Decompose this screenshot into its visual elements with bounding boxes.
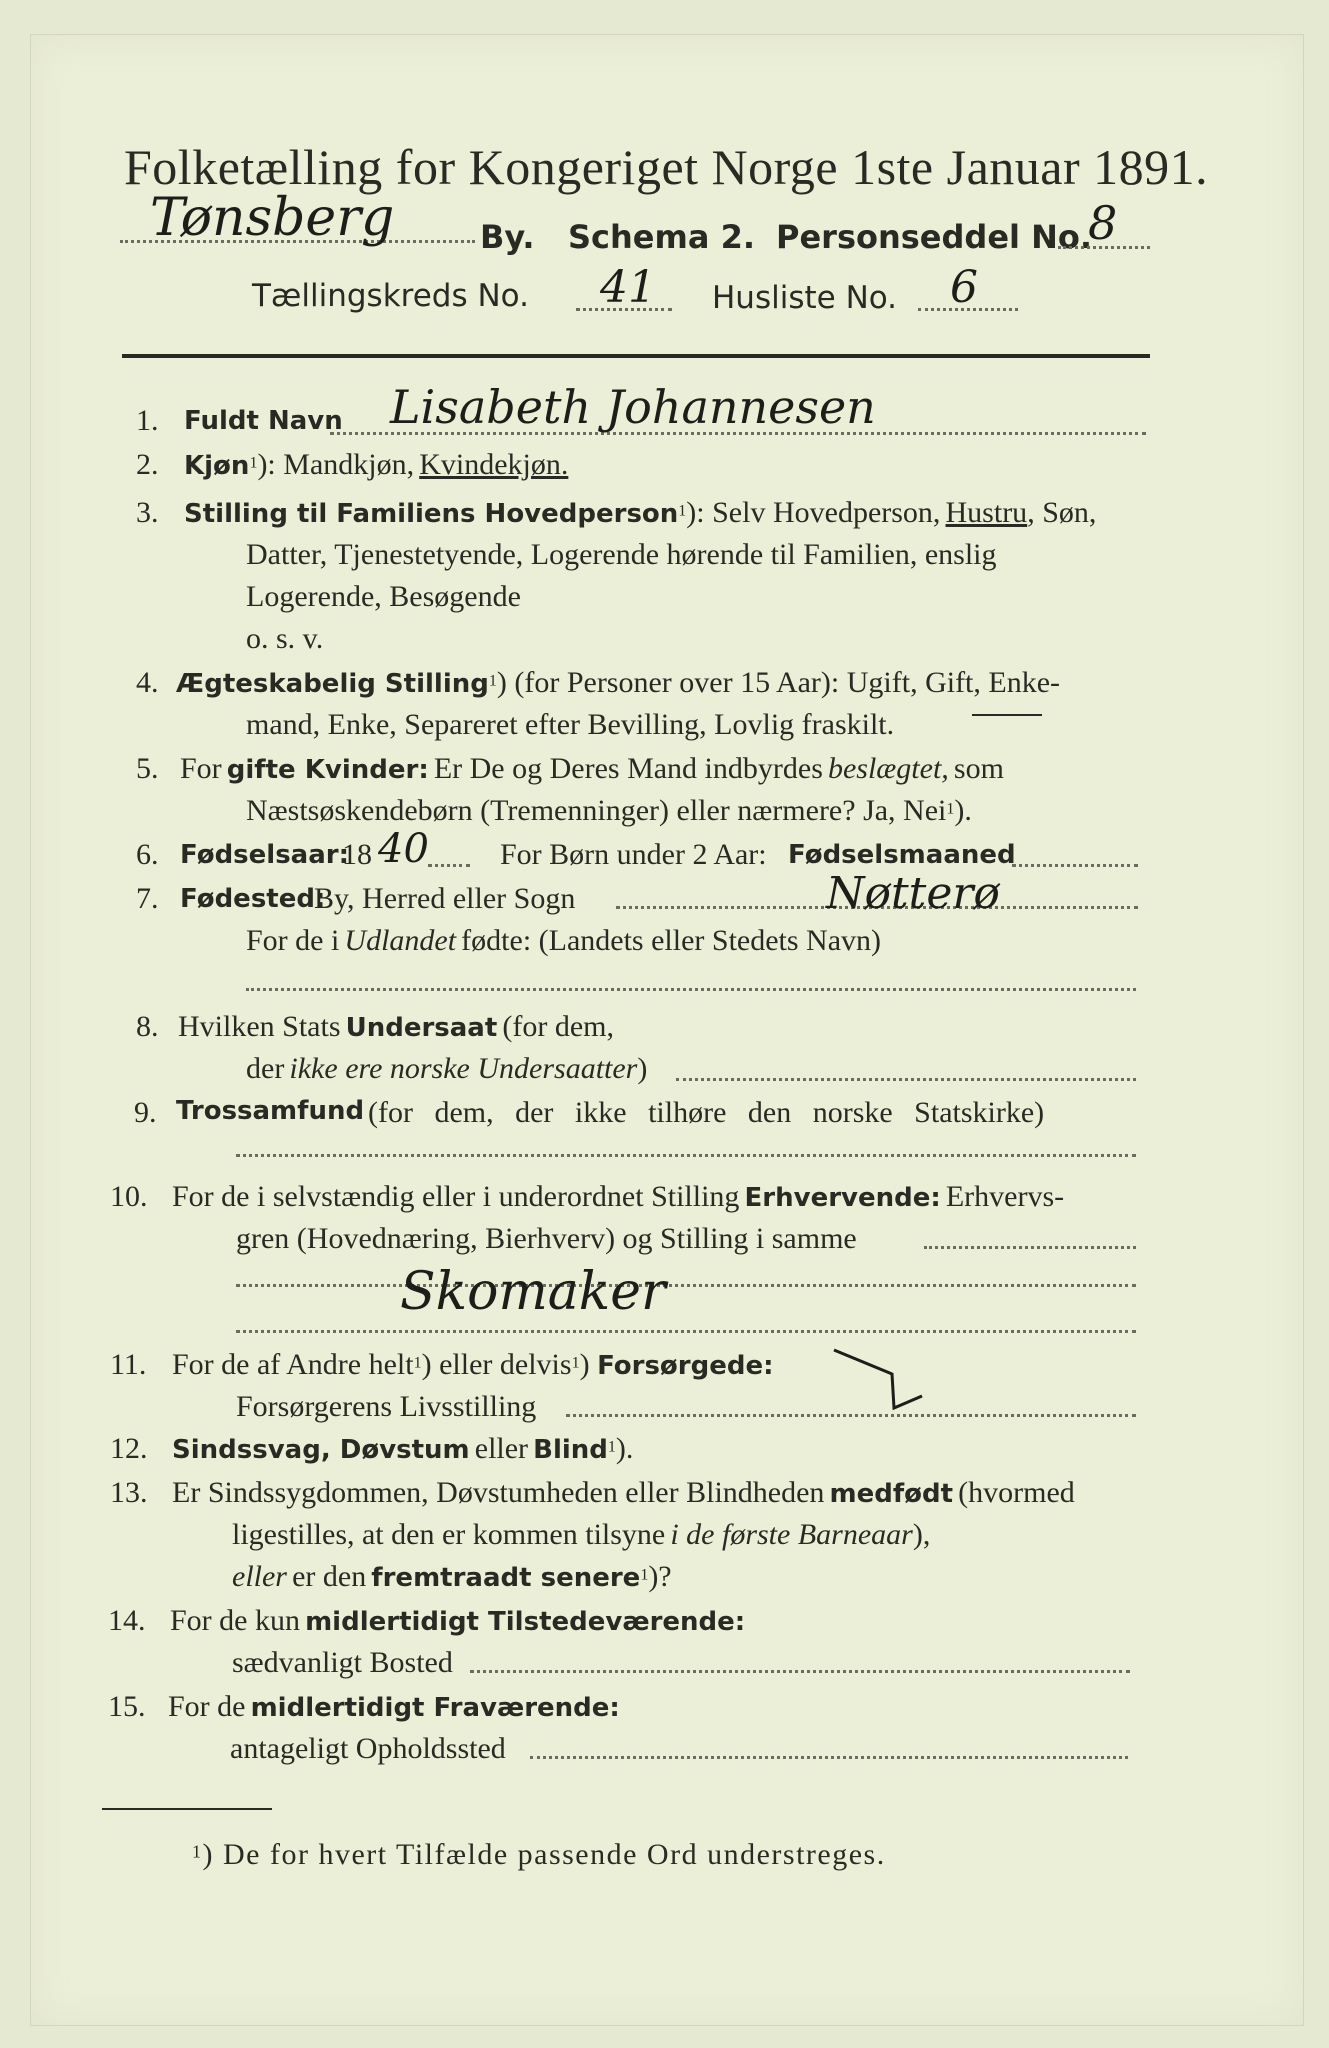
temp-present-pre: For de kun [170,1604,300,1637]
later-italic: eller [232,1560,287,1593]
family-position-text-end: , Søn, [1027,496,1097,529]
item-11-line-2: Forsørgerens Livsstilling [236,1390,537,1423]
schema-label: Schema 2. [568,218,755,256]
religion-dotted-line [236,1154,1136,1157]
item-number-1: 1. [136,404,159,437]
birth-year-value: 40 [378,826,429,872]
later-label: fremtraadt senere [371,1563,641,1593]
item-number-5: 5. [136,752,159,785]
footnote-rule [102,1808,272,1810]
item-number-11: 11. [110,1348,147,1381]
birth-year-dotted-line [428,864,470,867]
married-women-end: som [953,752,1004,785]
marital-status-mark [972,714,1042,716]
kreds-label: Tællingskreds No. [252,278,529,314]
dependent-mid: ) eller delvis [421,1348,572,1381]
onset-italic: i de første Barneaar [670,1518,913,1551]
item-7-line-2 [246,924,881,958]
footnote-marker: 1 [192,1841,203,1862]
item-5-line-1 [180,752,1004,786]
occupation-dotted-line-2 [236,1284,1136,1287]
item-number-7: 7. [136,882,159,915]
husliste-number: 6 [950,262,978,313]
item-13-line-3: eller er den fremtraadt senere$^1$)? [232,1560,672,1593]
later-end: )? [648,1560,672,1593]
abroad-dotted-line [246,988,1136,991]
item-number-6: 6. [136,838,159,871]
occupation-dotted-line-3 [236,1330,1136,1333]
item-number-10: 10. [110,1180,148,1213]
item-number-13: 13. [110,1476,148,1509]
form-title: Folketælling for Kongeriget Norge 1ste Januar 1891. [124,139,1209,195]
family-position-text: ): Selv Hovedperson, [686,496,941,529]
birth-month-label: Fødselsmaaned [788,840,1016,870]
occupation-end: Erhvervs- [945,1180,1065,1213]
item-11-line-1: For de af Andre helt$^1$) eller delvis$^1$) Forsørgede: [172,1348,774,1381]
footnote-ref: 1 [678,502,687,520]
temp-absent-pre: For de [168,1690,246,1723]
item-14-line-2: sædvanligt Bosted [232,1646,453,1679]
item-number-12: 12. [110,1432,148,1465]
married-women-text: Er De og Deres Mand indbyrdes [433,752,823,785]
item-number-14: 14. [108,1604,146,1637]
item-12-line: Sindssvag, Døvstum eller Blind$^1$). [172,1432,634,1465]
item-2-line [184,448,568,482]
married-women-label: gifte Kvinder: [226,755,429,785]
item-10-line-1 [172,1180,1064,1214]
item-10-line-2: gren (Hovednæring, Bierhverv) og Stilling i samme [236,1222,857,1255]
item-3-line-1 [184,496,1096,530]
congenital-end: (hvormed [958,1476,1075,1509]
by-label: By. [480,218,535,256]
relation-question: Næstsøskendebørn (Tremenninger) eller nærmere? Ja, Nei [246,794,947,827]
abroad-pre: For de i [246,924,340,957]
full-name-value: Lisabeth Johannesen [390,380,876,434]
disability-mid: eller [474,1432,529,1465]
birth-year-label: Fødselsaar: [180,840,349,870]
item-15-line-1 [168,1690,620,1724]
item-5-pre: For [180,752,222,785]
husliste-label: Husliste No. [712,280,898,316]
item-15-line-2: antageligt Opholdssted [230,1732,506,1765]
citizenship-line2-end: ) [637,1052,648,1085]
item-3-line-2: Datter, Tjenestetyende, Logerende hørende til Familien, enslig [246,538,997,571]
dependent-text: For de af Andre helt [172,1348,414,1381]
religion-label: Trossamfund [176,1096,365,1126]
citizenship-dotted-line [676,1078,1136,1081]
item-number-4: 4. [136,666,159,699]
item-14-line-1 [170,1604,745,1638]
item-13-line-1 [172,1476,1075,1510]
congenital-label: medfødt [829,1479,954,1509]
citizenship-line2-italic: ikke ere norske Undersaatter [289,1052,638,1085]
temp-present-label: midlertidigt Tilstedeværende: [305,1607,746,1637]
citizenship-line2-pre: der [246,1052,285,1085]
citizenship-end: (for dem, [502,1010,614,1043]
abroad-text: fødte: (Landets eller Stedets Navn) [461,924,882,957]
birth-year-prefix: 18 [342,838,372,871]
item-13-line-2 [232,1518,930,1552]
personseddel-label: Personseddel No. [776,218,1093,256]
family-position-label: Stilling til Familiens Hovedperson [184,499,679,529]
birthplace-text: By, Herred eller Sogn [314,882,576,915]
disability-end: ). [615,1432,634,1465]
item-4-line-2: mand, Enke, Separeret efter Bevilling, Lovlig fraskilt. [246,708,895,741]
item-number-9: 9. [134,1096,157,1129]
item-number-3: 3. [136,496,159,529]
abroad-italic: Udlandet [344,924,457,957]
relation-question-end: ). [954,794,972,827]
footnote [192,1838,886,1872]
personseddel-number: 8 [1088,196,1118,250]
item-number-8: 8. [136,1010,159,1043]
blind-label: Blind [533,1435,608,1465]
occupation-intro: For de i selvstændig eller i underordnet Stilling [172,1180,740,1213]
usual-residence-dotted-line [470,1670,1130,1673]
footnote-text: ) De for hvert Tilfælde passende Ord understreges. [202,1838,886,1871]
birth-month-dotted-line [1012,864,1138,867]
kreds-number: 41 [600,262,656,313]
header-rule [122,354,1150,358]
religion-text: (for dem, der ikke tilhøre den norske Statskirke) [368,1096,1045,1129]
married-women-italic: beslægtet, [827,752,949,785]
citizenship-label: Undersaat [345,1013,498,1043]
birth-month-intro: For Børn under 2 Aar: [500,838,767,871]
birthplace-value: Nøtterø [826,868,1000,919]
birthplace-label: Fødested: [180,884,326,914]
item-4-line-1 [176,666,1060,700]
city-handwritten: Tønsberg [150,188,395,248]
sex-label: Kjøn [184,451,250,481]
sex-marked-option: Kvindekjøn. [419,448,569,481]
item-8-line-1 [178,1010,614,1044]
occupation-dotted-line-1 [924,1246,1136,1249]
congenital-text: Er Sindssygdommen, Døvstumheden eller Blindheden [172,1476,825,1509]
occupation-label: Erhvervende: [744,1183,941,1213]
item-8-line-2 [246,1052,647,1086]
disability-label: Sindssvag, Døvstum [172,1435,470,1465]
dependent-mark [830,1346,940,1416]
marital-status-text: ) (for Personer over 15 Aar): Ugift, Gift, Enke- [496,666,1061,699]
item-3-line-4: o. s. v. [246,622,324,655]
item-5-line-2: Næstsøskendebørn (Tremenninger) eller nærmere? Ja, Nei$^1$). [246,794,972,827]
onset-text: ligestilles, at den er kommen tilsyne [232,1518,666,1551]
item-number-15: 15. [108,1690,146,1723]
footnote-ref: 1 [249,454,258,472]
full-name-label: Fuldt Navn [184,406,343,436]
family-position-marked: Hustru [945,496,1028,529]
later-text: er den [292,1560,367,1593]
occupation-value: Skomaker [400,1262,666,1322]
sex-options-text: ): Mandkjøn, [257,448,415,481]
footnote-ref: 1 [488,672,497,690]
temp-absent-label: midlertidigt Fraværende: [250,1693,620,1723]
citizenship-pre: Hvilken Stats [178,1010,341,1043]
abode-dotted-line [530,1756,1128,1759]
marital-status-label: Ægteskabelig Stilling [176,669,489,699]
onset-end: ), [912,1518,931,1551]
item-number-2: 2. [136,448,159,481]
item-3-line-3: Logerende, Besøgende [246,580,521,613]
dependent-label: Forsørgede: [597,1351,774,1381]
